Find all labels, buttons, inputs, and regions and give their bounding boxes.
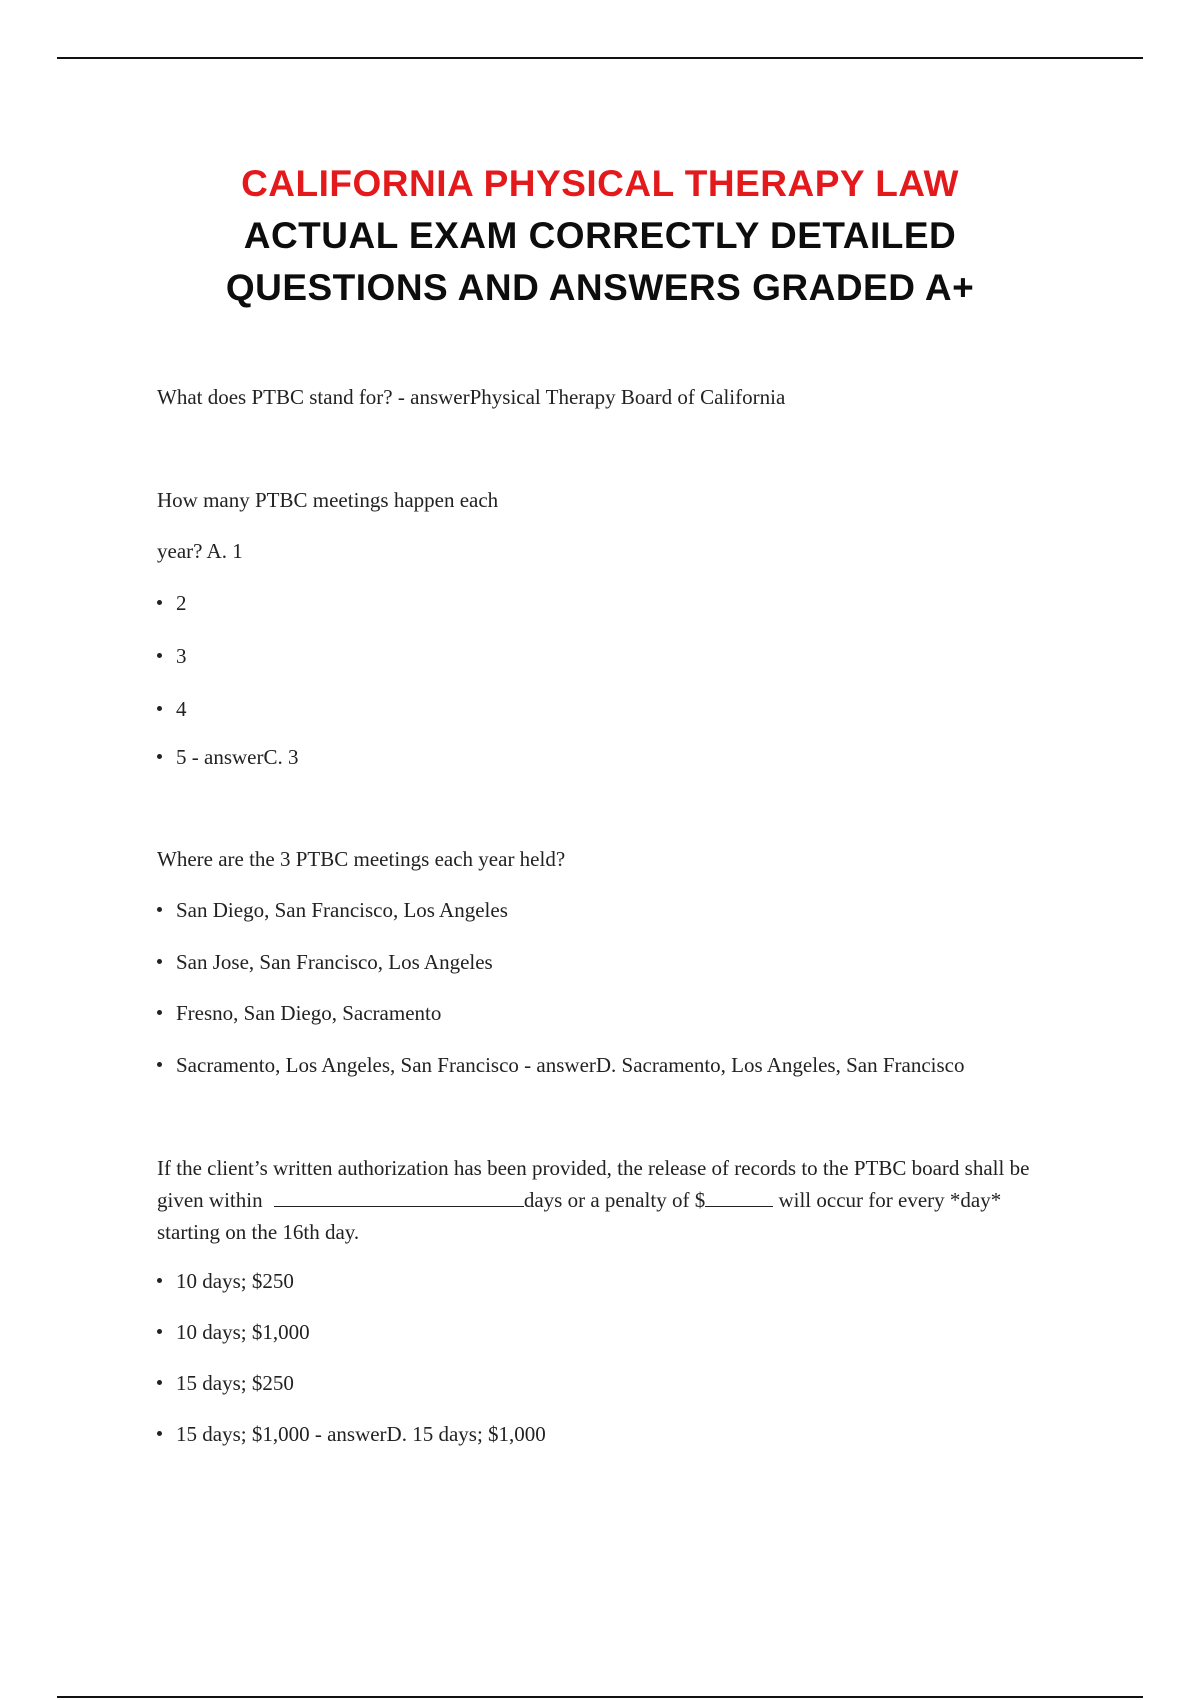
question-4-part-2: days or a penalty of $	[523, 1188, 706, 1212]
option-text: 10 days; $1,000	[176, 1320, 310, 1344]
answer-blank-days	[274, 1186, 524, 1207]
option-text: 3	[176, 644, 187, 668]
bullet-icon	[157, 754, 162, 759]
question-4-option	[157, 1369, 294, 1397]
option-text: Fresno, San Diego, Sacramento	[176, 1001, 442, 1025]
title-line-1: CALIFORNIA PHYSICAL THERAPY LAW	[241, 163, 959, 204]
bullet-icon	[157, 1010, 162, 1015]
question-2-option	[157, 642, 187, 670]
question-4-option	[157, 1318, 310, 1346]
answer-blank-penalty	[705, 1186, 773, 1207]
question-2-option	[157, 589, 187, 617]
question-4-part-3: will occur for every *day* starting on the 16th day.	[157, 1188, 1002, 1244]
option-text: San Jose, San Francisco, Los Angeles	[176, 950, 493, 974]
header-rule	[57, 57, 1143, 59]
question-4-part-1: If the client’s written authorization has been provided, the release of records to the PTBC board shall be given within	[157, 1156, 1030, 1212]
option-text: 2	[176, 591, 187, 615]
bullet-icon	[157, 1431, 162, 1436]
option-text: 15 days; $250	[176, 1371, 294, 1395]
bullet-icon	[157, 907, 162, 912]
option-text: 5 - answerC. 3	[176, 745, 299, 769]
question-2-option	[157, 695, 187, 723]
question-3-option	[157, 948, 493, 976]
option-text: San Diego, San Francisco, Los Angeles	[176, 898, 508, 922]
bullet-icon	[157, 653, 162, 658]
option-text: Sacramento, Los Angeles, San Francisco - answerD. Sacramento, Los Angeles, San Francisco	[176, 1053, 965, 1077]
bullet-icon	[157, 1062, 162, 1067]
option-text: 15 days; $1,000 - answerD. 15 days; $1,000	[176, 1422, 546, 1446]
question-4	[157, 1152, 1057, 1248]
question-3-option	[157, 896, 508, 924]
question-1: What does PTBC stand for? - answerPhysical Therapy Board of California	[157, 385, 786, 409]
bullet-icon	[157, 600, 162, 605]
question-2-line-2: year? A. 1	[157, 539, 243, 563]
bullet-icon	[157, 706, 162, 711]
question-2-option	[157, 743, 298, 771]
title-line-2: ACTUAL EXAM CORRECTLY DETAILED	[243, 215, 957, 256]
question-4-option	[157, 1267, 294, 1295]
question-2-line-1: How many PTBC meetings happen each	[157, 488, 499, 512]
question-3-option	[157, 1051, 964, 1079]
bullet-icon	[157, 1329, 162, 1334]
question-4-option	[157, 1420, 546, 1448]
bullet-icon	[157, 1278, 162, 1283]
bullet-icon	[157, 1380, 162, 1385]
option-text: 4	[176, 697, 187, 721]
option-text: 10 days; $250	[176, 1269, 294, 1293]
document-title	[0, 158, 1200, 314]
question-3-option	[157, 999, 441, 1027]
footer-rule	[57, 1696, 1143, 1698]
bullet-icon	[157, 959, 162, 964]
title-line-3: QUESTIONS AND ANSWERS GRADED A+	[225, 267, 975, 308]
question-3: Where are the 3 PTBC meetings each year held?	[157, 847, 566, 871]
